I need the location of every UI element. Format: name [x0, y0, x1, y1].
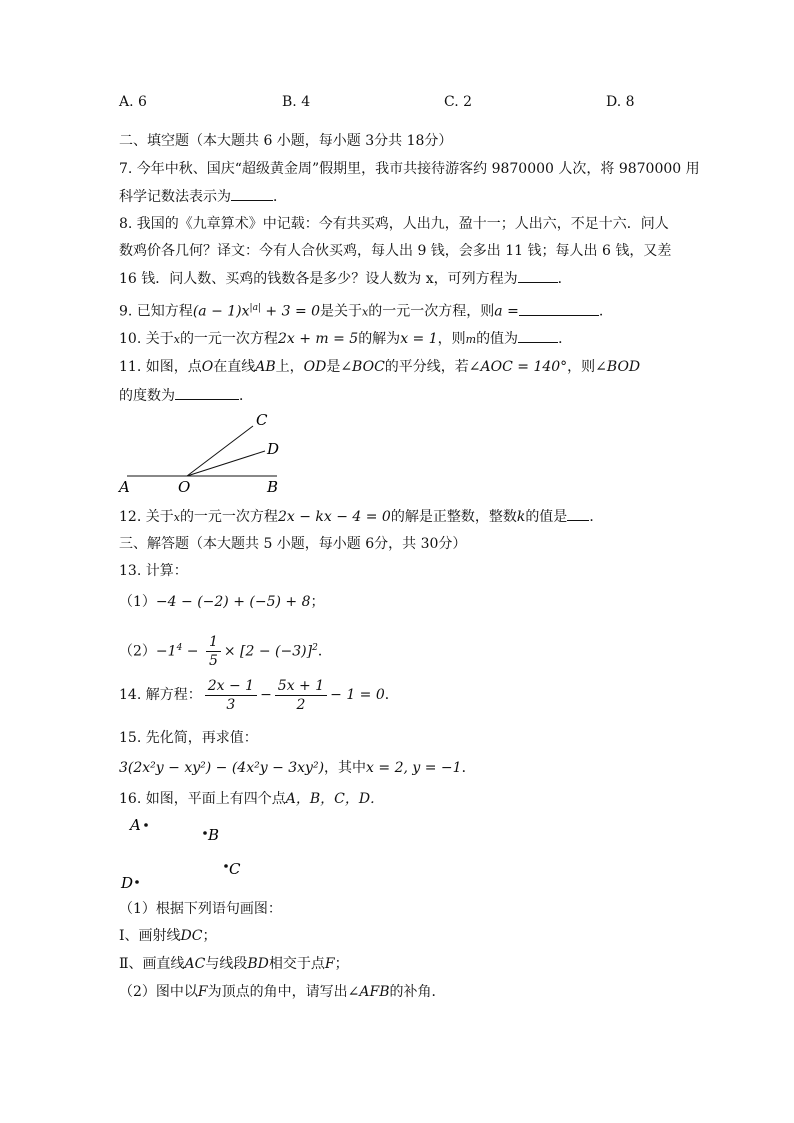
- q13-p2-end: ．: [317, 643, 332, 660]
- q10-prefix: 10. 关于: [119, 331, 174, 347]
- q11-bod: ∠BOD: [595, 359, 641, 375]
- q13-title: 13. 计算：: [119, 563, 188, 579]
- q16-point-b: [203, 831, 207, 835]
- q16-part1: （1）根据下列语句画图：: [119, 901, 282, 917]
- q10-solution: x = 1: [400, 331, 438, 347]
- q14-end: ．: [384, 687, 399, 703]
- q9-var: x: [362, 305, 369, 319]
- q11-aoc: ∠AOC = 140°: [468, 359, 568, 375]
- q14-minus: −: [260, 687, 272, 703]
- q13-p1-expression: −4 − (−2) + (−5) + 8: [155, 594, 311, 610]
- q10-tail: 的值为: [476, 331, 519, 347]
- q10-mid2: 的解为: [358, 331, 401, 347]
- q13-p2-denominator: 5: [208, 653, 218, 670]
- q11-label-b: B: [267, 478, 279, 496]
- q16-line1: [119, 789, 384, 809]
- q10-var: x: [173, 333, 180, 346]
- q13-p2-term: −1: [155, 643, 177, 660]
- q9-exponent: |a|: [249, 303, 261, 313]
- q11-t4: 是: [326, 359, 341, 375]
- q10-answer-blank[interactable]: [518, 328, 558, 343]
- q9-a: a: [494, 303, 503, 320]
- q13-p2-exponent: 4: [176, 643, 183, 653]
- q8-line1: 8. 我国的《九章算术》中记载：今有共买鸡，人出九，盈十一；人出六，不足十六．问人: [119, 216, 669, 232]
- q14-fraction2: [275, 677, 327, 714]
- q16-figure: [115, 812, 255, 894]
- q13-p2-numerator: 1: [206, 633, 221, 652]
- q16-p2b: 为顶点的角中，请写出: [207, 984, 348, 1000]
- q16-points: A，B，C，D．: [285, 791, 385, 807]
- q12-prefix: 12. 关于: [119, 509, 174, 525]
- q16-label-b: B: [208, 826, 220, 844]
- q16-p2-afb: ∠AFB: [347, 984, 390, 1000]
- q11-t6: ，则: [567, 359, 596, 375]
- q9-equation: (a − 1)x: [192, 303, 250, 320]
- q11-line2: 的度数为 ．: [119, 385, 253, 406]
- q16-ii-end: ；: [334, 956, 349, 972]
- q11-t5: 的平分线，若: [384, 359, 469, 375]
- q8-line2: 数鸡价各几何？译文：今有人合伙买鸡，每人出 9 钱，会多出 11 钱；每人出 6 钱，又差: [119, 243, 672, 259]
- q16-ii-mid2: 相交于点: [268, 956, 325, 972]
- q15-end: ．: [461, 760, 476, 776]
- q14-numerator2: 5x + 1: [275, 677, 327, 696]
- q16-ii-label: Ⅱ、画直线: [119, 956, 185, 972]
- q13-p1-label: （1）: [119, 594, 156, 610]
- q16-i-end: ；: [202, 928, 217, 944]
- q15-values: x = 2, y = −1: [366, 760, 462, 776]
- q12-equation: 2x − kx − 4 = 0: [277, 509, 391, 525]
- q16-label-c: C: [229, 860, 241, 878]
- q15-title: 15. 先化简，再求值：: [119, 730, 258, 746]
- q14-denominator1: 3: [226, 696, 236, 713]
- q14-line: [119, 675, 399, 715]
- q11-od: OD: [303, 359, 327, 375]
- q12-tail: 的解是正整数，整数: [390, 509, 517, 525]
- q9-eqsign: =: [502, 303, 519, 320]
- q7-answer-blank[interactable]: [231, 186, 273, 201]
- q13-p2-bracket: × [2 − (−3)]: [223, 643, 313, 660]
- q10-line: 10. 关于x的一元一次方程2x + m = 5的解为x = 1，则m的值为 ．: [119, 328, 572, 350]
- q16-step1: [119, 926, 216, 946]
- q8-text: 16 钱．问人数、买鸡的钱数各是多少？设人数为 x，可列方程为: [119, 271, 518, 287]
- q13-part2: [119, 630, 332, 670]
- q15-expression-line: [119, 758, 476, 778]
- q15-mid: ，其中: [324, 760, 367, 776]
- q9-mid: 是关于: [320, 303, 363, 320]
- q13-part1: [119, 592, 324, 612]
- q9-tail: 的一元一次方程，则: [368, 303, 495, 320]
- q12-var: x: [173, 511, 180, 524]
- section3-heading: 三、解答题（本大题共 5 小题，每小题 6分，共 30分）: [119, 536, 467, 552]
- q12-mid: 的一元一次方程: [179, 509, 278, 525]
- q11-ab: AB: [255, 359, 276, 375]
- q10-m: m: [465, 333, 477, 346]
- q7-line2: 科学记数法表示为 ．: [119, 186, 287, 207]
- q16-label-a: A: [130, 816, 141, 834]
- q11-t1: 11. 如图，点: [119, 359, 202, 375]
- q11-answer-blank[interactable]: [175, 385, 239, 400]
- q11-line2-text: 的度数为: [119, 388, 175, 404]
- q13-p1-end: ；: [310, 594, 325, 610]
- q9-line: 9. 已知方程$(a - 1)x^{|a|} + 3 = 0$是关于x的一元一次方程，则a = .: [119, 298, 603, 323]
- q14-tail: − 1 = 0: [330, 687, 385, 703]
- q14-numerator1: 2x − 1: [205, 677, 257, 696]
- q16-label-d: D: [121, 874, 134, 892]
- q16-i-label: Ⅰ、画射线: [119, 928, 181, 944]
- q16-i-dc: DC: [180, 928, 203, 944]
- q10-mid: 的一元一次方程: [179, 331, 278, 347]
- q13-p2-fraction: [206, 633, 221, 670]
- q10-equation: 2x + m = 5: [277, 331, 359, 347]
- section2-heading: 二、填空题（本大题共 6 小题，每小题 3分共 18分）: [119, 133, 453, 149]
- q16-text: 16. 如图，平面上有四个点: [119, 791, 286, 807]
- q11-figure: [115, 408, 295, 498]
- q16-ii-bd: BD: [247, 956, 269, 972]
- q7-line1: 7. 今年中秋、国庆“超级黄金周”假期里，我市共接待游客约 9870000 人次，将 9870000 用: [119, 161, 700, 177]
- q11-ray-od: [187, 451, 265, 476]
- q11-label-c: C: [256, 411, 268, 429]
- q11-boc: ∠BOC: [340, 359, 385, 375]
- q16-ii-mid: 与线段: [205, 956, 248, 972]
- q12-line: 12. 关于x的一元一次方程2x − kx − 4 = 0的解是正整数，整数k的值是 ．: [119, 506, 603, 528]
- q16-part2: [119, 982, 445, 1002]
- q13-p2-exponent2: 2: [312, 643, 318, 653]
- q9-answer-blank[interactable]: [519, 301, 599, 316]
- q7-text: 科学记数法表示为: [119, 189, 231, 205]
- q16-point-d: [135, 880, 139, 884]
- q8-line3: 16 钱．问人数、买鸡的钱数各是多少？设人数为 x，可列方程为 ．: [119, 268, 572, 289]
- q11-t3: 上，: [275, 359, 304, 375]
- q11-label-a: A: [119, 478, 130, 496]
- q11-ray-oc: [187, 426, 253, 476]
- q16-step2: [119, 954, 349, 974]
- q12-tail2: 的值是: [525, 509, 568, 525]
- q14-fraction1: [205, 677, 257, 714]
- q16-p2c: 的补角．: [389, 984, 446, 1000]
- q8-answer-blank[interactable]: [518, 268, 558, 283]
- q9-equation-tail: + 3 = 0: [260, 303, 321, 320]
- q14-denominator2: 2: [296, 696, 306, 713]
- q11-label-o: O: [178, 478, 191, 496]
- q9-prefix: 9. 已知方程: [119, 303, 193, 320]
- q16-p2-f: F: [197, 984, 208, 1000]
- q13-p2-label: （2）: [119, 643, 156, 660]
- q12-answer-blank[interactable]: [567, 506, 589, 521]
- q11-line1: [119, 357, 640, 377]
- q14-prefix: 14. 解方程：: [119, 687, 202, 703]
- q16-point-c: [224, 864, 228, 868]
- q11-label-d: D: [267, 440, 280, 458]
- option-b: B. 4: [282, 94, 311, 110]
- q10-mid3: ，则: [437, 331, 466, 347]
- q16-ii-ac: AC: [184, 956, 206, 972]
- option-c: C. 2: [444, 94, 473, 110]
- q15-expression: 3(2x²y − xy²) − (4x²y − 3xy²): [119, 760, 325, 776]
- q11-t2: 在直线: [213, 359, 256, 375]
- q12-k: k: [516, 509, 526, 525]
- q11-o: O: [201, 359, 214, 375]
- q16-p2a: （2）图中以: [119, 984, 198, 1000]
- q13-p2-minus: −: [182, 643, 203, 660]
- q16-point-a: [144, 823, 148, 827]
- option-a: A. 6: [119, 94, 147, 110]
- option-d: D. 8: [606, 94, 635, 110]
- q16-ii-f: F: [324, 956, 335, 972]
